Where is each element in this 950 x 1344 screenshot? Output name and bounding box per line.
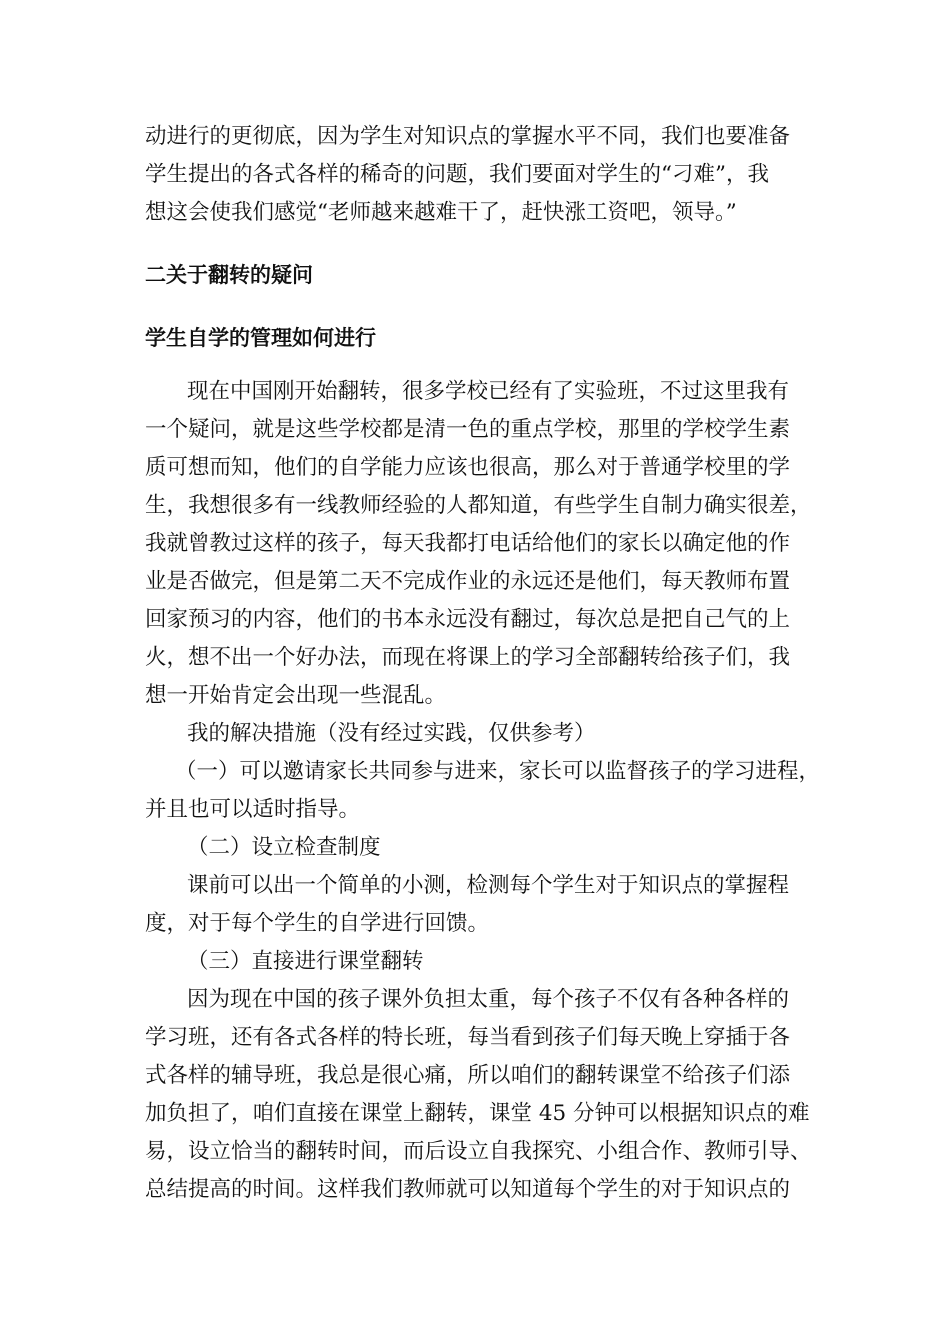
solution3-line-4: 加负担了，咱们直接在课堂上翻转，课堂 45 分钟可以根据知识点的难 (145, 1101, 810, 1126)
solution1-line-2: 并且也可以适时指导。 (145, 797, 361, 822)
paragraph1-line-6: 业是否做完，但是第二天不完成作业的永远还是他们，每天教师布置 (145, 569, 791, 594)
paragraph1-line-7: 回家预习的内容，他们的书本永远没有翻过，每次总是把自己气的上 (145, 607, 791, 632)
paragraph1-line-3: 质可想而知，他们的自学能力应该也很高，那么对于普通学校里的学 (145, 455, 791, 480)
solution3-line-6: 总结提高的时间。这样我们教师就可以知道每个学生的对于知识点的 (145, 1177, 791, 1202)
paragraph1-line-8: 火，想不出一个好办法，而现在将课上的学习全部翻转给孩子们，我 (145, 645, 791, 670)
section-heading: 二关于翻转的疑问 (145, 263, 313, 287)
intro-line-1: 动进行的更彻底，因为学生对知识点的掌握水平不同，我们也要准备 (145, 124, 791, 149)
paragraph1-line-1: 现在中国刚开始翻转，很多学校已经有了实验班，不过这里我有 (187, 379, 790, 404)
solution3-title: （三）直接进行课堂翻转 (187, 949, 424, 974)
solution2-title: （二）设立检查制度 (187, 835, 381, 860)
intro-line-3: 想这会使我们感觉“老师越来越难干了，赶快涨工资吧，领导。” (145, 200, 737, 225)
solution3-line-1: 因为现在中国的孩子课外负担太重，每个孩子不仅有各种各样的 (187, 987, 790, 1012)
paragraph1-line-2: 一个疑问，就是这些学校都是清一色的重点学校，那里的学校学生素 (145, 417, 791, 442)
paragraph1-line-9: 想一开始肯定会出现一些混乱。 (145, 683, 447, 708)
solution2-line-1: 课前可以出一个简单的小测，检测每个学生对于知识点的掌握程 (187, 873, 790, 898)
solution1-line-1: （一）可以邀请家长共同参与进来，家长可以监督孩子的学习进程， (175, 759, 821, 784)
solutions-intro: 我的解决措施（没有经过实践，仅供参考） (187, 721, 596, 746)
intro-line-2: 学生提出的各式各样的稀奇的问题，我们要面对学生的“刁难”，我 (145, 162, 769, 187)
solution2-line-2: 度，对于每个学生的自学进行回馈。 (145, 911, 490, 936)
paragraph1-line-5: 我就曾教过这样的孩子，每天我都打电话给他们的家长以确定他的作 (145, 531, 791, 556)
solution3-line-5: 易，设立恰当的翻转时间，而后设立自我探究、小组合作、教师引导、 (145, 1139, 812, 1164)
solution3-line-3: 式各样的辅导班，我总是很心痛，所以咱们的翻转课堂不给孩子们添 (145, 1063, 791, 1088)
paragraph1-line-4: 生，我想很多有一线教师经验的人都知道，有些学生自制力确实很差， (145, 493, 812, 518)
subheading: 学生自学的管理如何进行 (145, 326, 376, 350)
solution3-line-2: 学习班，还有各式各样的特长班，每当看到孩子们每天晚上穿插于各 (145, 1025, 791, 1050)
